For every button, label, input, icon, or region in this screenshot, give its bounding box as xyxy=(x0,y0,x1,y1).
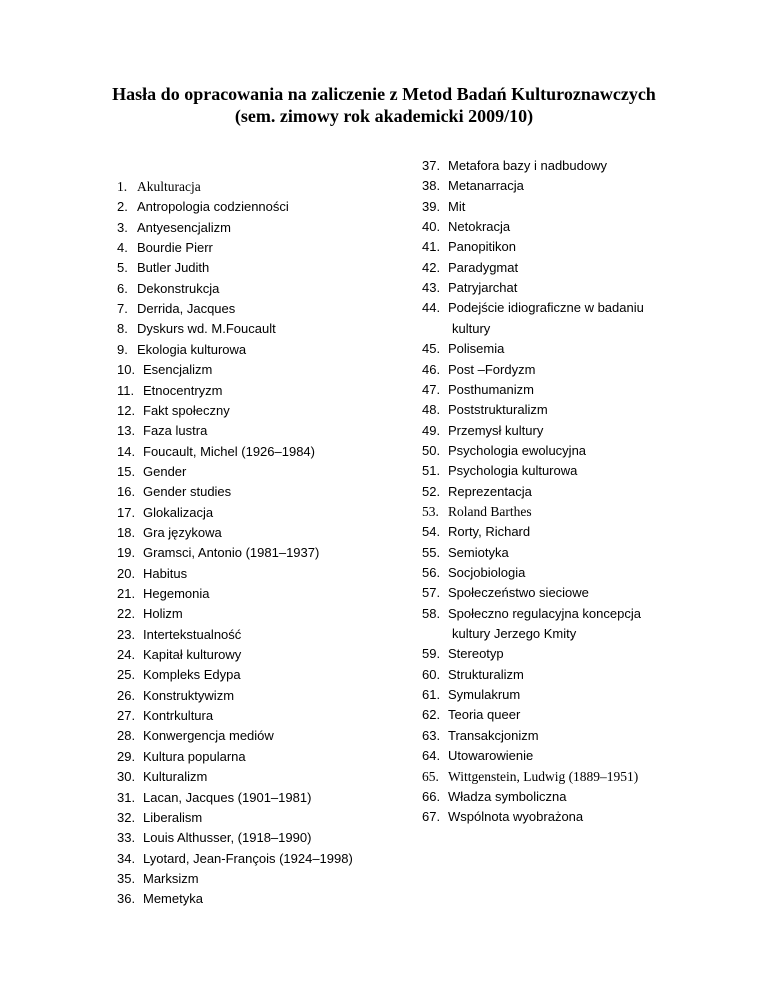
item-number: 4. xyxy=(117,240,128,256)
item-number: 67. xyxy=(422,809,441,825)
item-text: Symulakrum xyxy=(448,687,521,703)
item-text: kultury Jerzego Kmity xyxy=(452,626,577,642)
item-number: 1. xyxy=(117,179,128,194)
list-item xyxy=(117,240,213,256)
list-item xyxy=(422,463,577,479)
item-number: 34. xyxy=(117,850,136,866)
item-number: 17. xyxy=(117,504,136,520)
list-item xyxy=(117,586,210,602)
item-text: Lacan, Jacques (1901–1981) xyxy=(143,789,312,805)
item-number: 10. xyxy=(117,362,136,378)
item-text: Stereotyp xyxy=(448,646,504,662)
item-number: 23. xyxy=(117,626,136,642)
item-number: 35. xyxy=(117,870,136,886)
list-item xyxy=(117,423,207,439)
item-text: Podejście idiograficzne w badaniu xyxy=(448,300,644,316)
item-text: Gender xyxy=(143,463,187,479)
list-item xyxy=(117,728,274,744)
item-number: 64. xyxy=(422,748,441,764)
item-number: 54. xyxy=(422,524,441,540)
item-number: 28. xyxy=(117,728,136,744)
item-text: Habitus xyxy=(143,565,188,581)
item-text: Konwergencja mediów xyxy=(143,728,274,744)
item-text: Teoria queer xyxy=(448,707,521,723)
list-item xyxy=(422,300,644,316)
item-text: Transakcjonizm xyxy=(448,727,539,743)
item-text: Społeczno regulacyjna koncepcja xyxy=(448,605,641,621)
item-text: Faza lustra xyxy=(143,423,208,439)
item-number: 3. xyxy=(117,219,128,235)
item-number: 61. xyxy=(422,687,441,703)
item-number: 46. xyxy=(422,361,441,377)
item-text: Kompleks Edypa xyxy=(143,667,241,683)
item-number: 44. xyxy=(422,300,441,316)
list-item xyxy=(422,524,530,540)
item-number: 48. xyxy=(422,402,441,418)
list-item xyxy=(117,362,212,378)
item-number: 29. xyxy=(117,748,136,764)
list-item xyxy=(117,769,207,785)
item-number: 53. xyxy=(422,503,439,519)
list-item xyxy=(117,505,213,521)
list-item xyxy=(422,769,638,785)
list-item xyxy=(117,301,235,317)
item-number: 41. xyxy=(422,239,441,255)
item-text: Przemysł kultury xyxy=(448,422,544,438)
item-text: Psychologia kulturowa xyxy=(448,463,578,479)
list-item xyxy=(117,667,241,683)
item-number: 42. xyxy=(422,259,441,275)
list-item xyxy=(117,464,186,480)
item-text: Wspólnota wyobrażona xyxy=(448,809,584,825)
item-number: 31. xyxy=(117,789,136,805)
item-text: Gra językowa xyxy=(143,524,222,540)
item-text: Kapitał kulturowy xyxy=(143,647,242,663)
item-text: Psychologia ewolucyjna xyxy=(448,442,587,458)
list-item xyxy=(117,688,234,704)
item-number: 32. xyxy=(117,809,136,825)
item-number: 25. xyxy=(117,667,136,683)
list-item xyxy=(422,239,516,255)
item-number: 13. xyxy=(117,423,136,439)
list-item xyxy=(422,484,532,500)
item-number: 26. xyxy=(117,687,136,703)
item-number: 14. xyxy=(117,443,136,459)
item-number: 20. xyxy=(117,565,136,581)
item-text: Kultura popularna xyxy=(143,748,246,764)
list-item xyxy=(422,158,607,174)
item-text: Dyskurs wd. M.Foucault xyxy=(137,321,276,337)
item-number: 49. xyxy=(422,422,441,438)
item-text: Socjobiologia xyxy=(448,565,526,580)
item-text: Marksizm xyxy=(143,870,199,886)
item-text: Intertekstualność xyxy=(143,626,242,642)
item-text: Utowarowienie xyxy=(448,748,534,764)
list-item xyxy=(422,809,583,825)
item-number: 52. xyxy=(422,483,441,499)
item-number: 19. xyxy=(117,545,136,561)
item-text: Derrida, Jacques xyxy=(137,301,236,317)
item-number: 27. xyxy=(117,708,136,724)
item-text: Gender studies xyxy=(143,484,232,500)
item-text: Posthumanizm xyxy=(448,381,534,397)
item-number: 5. xyxy=(117,260,128,276)
item-text: Antropologia codzienności xyxy=(137,199,289,215)
list-item xyxy=(422,789,567,805)
item-number: 9. xyxy=(117,341,128,357)
item-text: kultury xyxy=(452,320,491,336)
item-number: 16. xyxy=(117,484,136,500)
item-text: Społeczeństwo sieciowe xyxy=(448,585,589,601)
list-item xyxy=(117,281,219,297)
item-number: 39. xyxy=(422,198,441,214)
item-text: Kontrkultura xyxy=(143,708,214,724)
item-number: 24. xyxy=(117,647,136,663)
list-item xyxy=(117,810,202,826)
item-text: Hegemonia xyxy=(143,586,210,601)
item-text: Konstruktywizm xyxy=(143,687,235,703)
item-number: 6. xyxy=(117,280,128,296)
item-text: Post –Fordyzm xyxy=(448,361,536,377)
item-number: 12. xyxy=(117,402,136,418)
list-item xyxy=(117,525,222,541)
item-number: 57. xyxy=(422,585,441,601)
list-item xyxy=(117,199,289,215)
item-number: 7. xyxy=(117,301,128,317)
list-item xyxy=(117,891,203,907)
list-item xyxy=(422,748,533,764)
item-text: Kulturalizm xyxy=(143,769,208,785)
list-item xyxy=(117,220,231,236)
item-text: Rorty, Richard xyxy=(448,524,531,540)
list-item xyxy=(422,280,517,296)
item-text: Paradygmat xyxy=(448,259,519,275)
list-item xyxy=(422,219,510,235)
list-item xyxy=(117,545,319,561)
list-item xyxy=(117,627,241,643)
document-title: Hasła do opracowania na zaliczenie z Metod Badań Kulturoznawczych xyxy=(112,84,656,104)
list-item xyxy=(422,707,520,723)
item-number: 15. xyxy=(117,463,136,479)
item-number: 21. xyxy=(117,586,136,601)
list-item xyxy=(422,545,509,561)
item-text: Poststrukturalizm xyxy=(448,402,548,418)
list-item xyxy=(422,199,465,215)
list-item xyxy=(117,708,213,724)
item-text: Netokracja xyxy=(448,219,511,235)
item-text: Holizm xyxy=(143,606,183,622)
item-text: Strukturalizm xyxy=(448,666,524,682)
list-item xyxy=(422,687,520,703)
item-text: Mit xyxy=(448,198,466,214)
item-text: Lyotard, Jean-François (1924–1998) xyxy=(143,850,353,866)
list-item xyxy=(422,362,535,378)
item-text: Dekonstrukcja xyxy=(137,280,220,296)
item-number: 45. xyxy=(422,341,441,357)
list-item xyxy=(422,565,525,581)
item-text: Etnocentryzm xyxy=(143,382,223,398)
item-text: Władza symboliczna xyxy=(448,788,567,804)
item-text: Patryjarchat xyxy=(448,280,518,296)
item-number: 50. xyxy=(422,442,441,458)
list-item xyxy=(117,790,311,806)
list-item xyxy=(117,342,246,358)
list-item xyxy=(117,403,230,419)
item-number: 30. xyxy=(117,769,136,785)
item-number: 2. xyxy=(117,199,128,215)
list-item xyxy=(422,728,539,744)
list-item xyxy=(422,585,589,601)
item-text: Metanarracja xyxy=(448,178,524,194)
item-number: 47. xyxy=(422,381,441,397)
list-item xyxy=(422,646,504,662)
list-item xyxy=(422,504,532,520)
item-number: 38. xyxy=(422,178,441,194)
item-text: Fakt społeczny xyxy=(143,402,230,418)
item-text: Ekologia kulturowa xyxy=(137,341,247,357)
list-item xyxy=(117,606,183,622)
item-number: 59. xyxy=(422,646,441,662)
item-text: Memetyka xyxy=(143,891,203,907)
list-item xyxy=(422,382,534,398)
item-number: 63. xyxy=(422,727,441,743)
item-text: Butler Judith xyxy=(137,260,210,276)
list-item xyxy=(422,423,543,439)
list-item xyxy=(117,260,209,276)
item-text: Glokalizacja xyxy=(143,504,214,520)
item-number: 11. xyxy=(117,382,135,398)
item-text: Polisemia xyxy=(448,341,505,357)
item-number: 51. xyxy=(422,463,441,479)
item-number: 43. xyxy=(422,280,441,296)
list-item xyxy=(117,851,353,867)
item-number: 55. xyxy=(422,544,441,560)
list-item xyxy=(422,402,548,418)
item-number: 56. xyxy=(422,565,441,580)
item-text: Louis Althusser, (1918–1990) xyxy=(143,830,312,846)
item-text: Antyesencjalizm xyxy=(137,219,231,235)
item-text: Semiotyka xyxy=(448,544,509,560)
list-item-continuation xyxy=(422,321,490,337)
list-item xyxy=(422,667,524,683)
item-text: Roland Barthes xyxy=(448,503,532,519)
item-text: Bourdie Pierr xyxy=(137,240,213,256)
item-text: Gramsci, Antonio (1981–1937) xyxy=(143,545,320,561)
list-item xyxy=(422,341,504,357)
list-item xyxy=(117,647,241,663)
item-number: 65. xyxy=(422,768,439,784)
list-item xyxy=(117,830,311,846)
list-item xyxy=(422,606,641,622)
list-item xyxy=(117,383,222,399)
item-text: Esencjalizm xyxy=(143,362,213,378)
list-item xyxy=(117,871,199,887)
item-text: Liberalism xyxy=(143,809,203,825)
item-text: Panopitikon xyxy=(448,239,516,255)
item-number: 36. xyxy=(117,891,136,907)
item-number: 33. xyxy=(117,830,136,846)
list-item xyxy=(117,566,187,582)
item-number: 60. xyxy=(422,666,441,682)
list-item xyxy=(117,321,276,337)
item-number: 66. xyxy=(422,788,441,804)
document-subtitle: (sem. zimowy rok akademicki 2009/10) xyxy=(234,106,534,126)
list-item xyxy=(117,749,246,765)
item-text: Metafora bazy i nadbudowy xyxy=(448,158,607,173)
item-number: 58. xyxy=(422,605,441,621)
list-item xyxy=(117,444,315,460)
item-text: Reprezentacja xyxy=(448,483,532,499)
item-number: 8. xyxy=(117,321,128,337)
list-item-continuation xyxy=(422,626,576,642)
item-number: 22. xyxy=(117,606,136,622)
list-item xyxy=(422,443,586,459)
item-number: 37. xyxy=(422,158,441,173)
item-text: Foucault, Michel (1926–1984) xyxy=(143,443,315,459)
list-item xyxy=(117,179,201,195)
list-item xyxy=(422,178,524,194)
item-number: 40. xyxy=(422,219,441,235)
list-item xyxy=(422,260,518,276)
list-item xyxy=(117,484,231,500)
item-number: 62. xyxy=(422,707,441,723)
item-text: Akulturacja xyxy=(137,179,201,194)
item-text: Wittgenstein, Ludwig (1889–1951) xyxy=(448,768,639,784)
item-number: 18. xyxy=(117,524,136,540)
